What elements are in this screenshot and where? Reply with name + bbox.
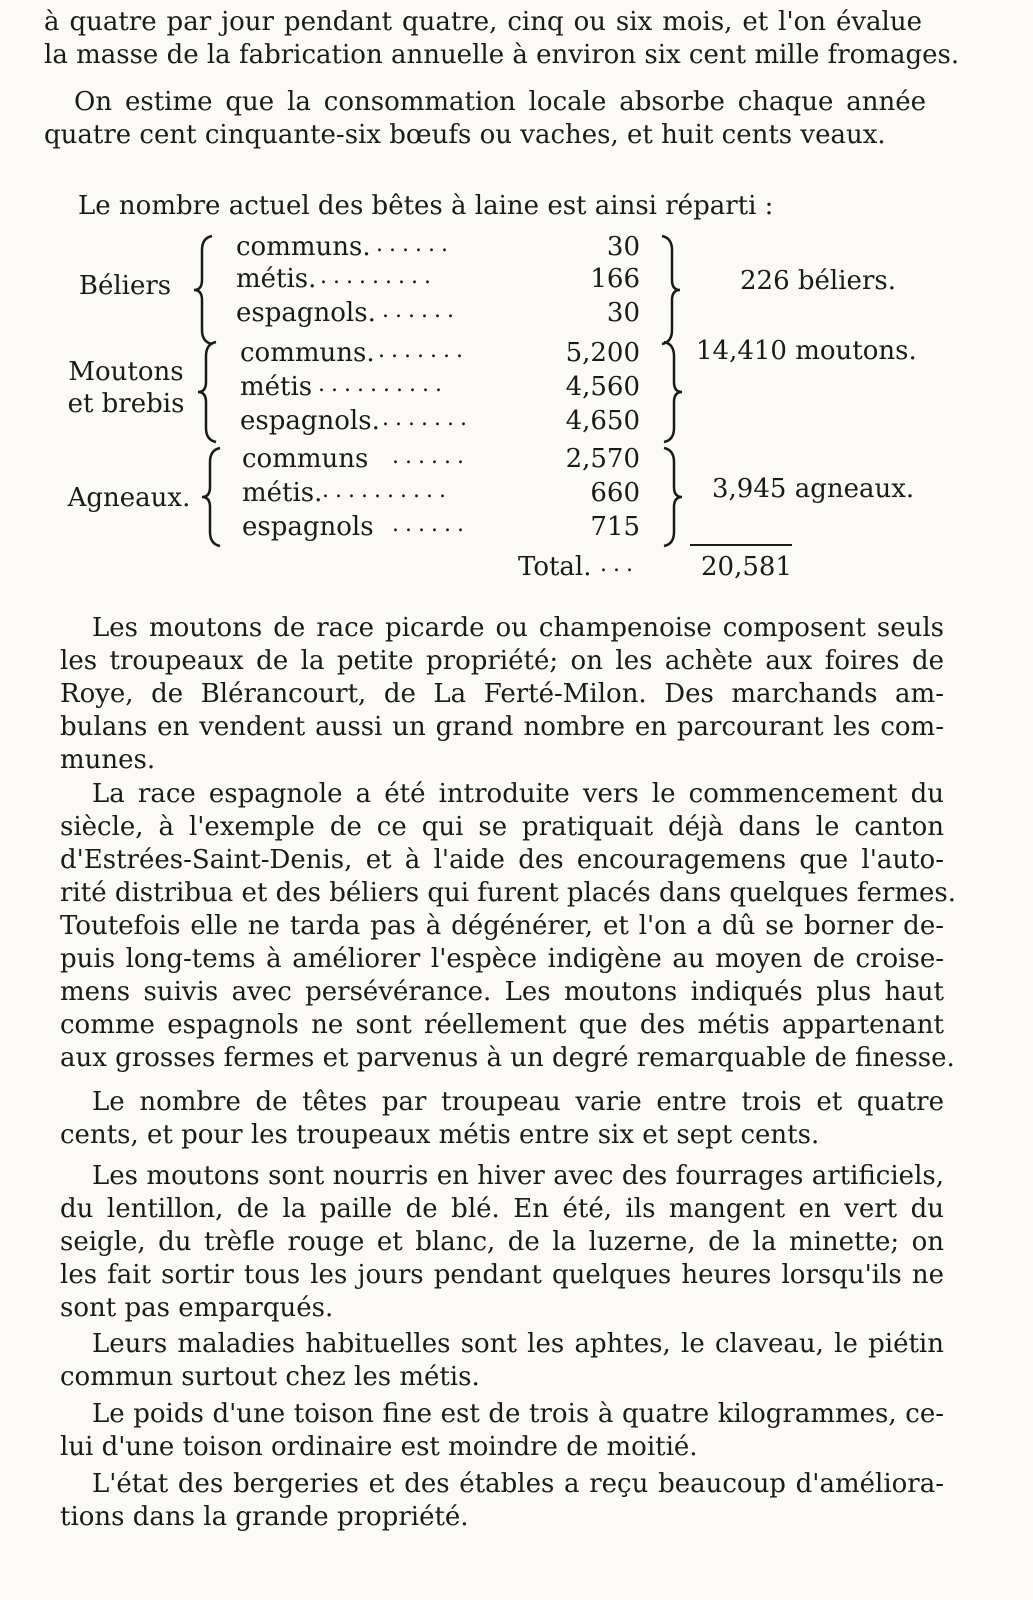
text-line: Le nombre de têtes par troupeau varie entre trois et quatre [92,1087,944,1117]
text-line: la masse de la fabrication annuelle à environ six cent mille fromages. [44,40,960,70]
text-line: Le poids d'une toison fine est de trois à quatre kilogrammes, ce- [92,1399,944,1429]
left-brace [196,340,220,444]
total-rule [690,544,792,546]
text-line: bulans en vendent aussi un grand nombre en parcourant les com- [60,712,944,742]
group-label-beliers: Béliers [78,271,172,301]
paragraph-consumption [0,86,1033,152]
paragraph-races [0,612,1033,777]
leader-dots: .......... [318,372,448,397]
text-line: commun surtout chez les métis. [60,1362,480,1392]
left-brace [192,234,216,346]
text-line: Les moutons sont nourris en hiver avec des fourrages artificiels, [92,1161,944,1191]
paragraph-diseases [0,1328,1033,1394]
row-name: métis. [242,478,323,508]
text-line: Leurs maladies habituelles sont les aphtes, le claveau, le piétin [92,1329,944,1359]
group-summary: 226 béliers. [740,266,896,296]
right-brace [660,340,684,444]
row-name: espagnols [242,512,374,542]
text-line: L'état des bergeries et des étables a reçu beaucoup d'améliora- [92,1469,944,1499]
group-label-moutons: Moutons et brebis [67,357,185,419]
text-line: les troupeaux de la petite propriété; on les achète aux foires de [60,646,944,676]
text-line: Roye, de Blérancourt, de La Ferté-Milon. Des marchands am- [60,679,944,709]
row-value: 4,650 [565,406,640,436]
right-brace [658,234,682,346]
text-line: siècle, à l'exemple de ce qui se pratiquait déjà dans le canton [60,812,944,842]
leader-dots: ....... [378,338,469,363]
row-name: métis [240,372,313,402]
row-value: 715 [590,512,640,542]
row-name: espagnols. [236,298,376,328]
text-line: seigle, du trèfle rouge et blanc, de la luzerne, de la minette; on [60,1227,944,1257]
text-line: quatre cent cinquante-six bœufs ou vaches, et huit cents veaux. [44,120,886,150]
row-value: 30 [606,298,640,328]
paragraph-cheese [0,6,1033,72]
leader-dots: ...... [392,444,470,469]
text-line: munes. [60,745,156,775]
text-line: d'Estrées-Saint-Denis, et à l'aide des encouragemens que l'auto- [60,845,944,875]
text-line: à quatre par jour pendant quatre, cinq ou six mois, et l'on évalue [44,7,922,37]
group-label-agneaux: Agneaux. [67,483,191,513]
leader-dots: ...... [382,298,460,323]
paragraph-herd-size [0,1086,1033,1152]
text-line: du lentillon, de la paille de blé. En été, ils mangent en vert du [60,1194,944,1224]
paragraph-sheepfolds [0,1468,1033,1534]
leader-dots: ...... [376,232,454,257]
left-brace [200,446,224,548]
text-line: les fait sortir tous les jours pendant quelques heures lorsqu'ils ne [60,1260,944,1290]
text-line: Le nombre actuel des bêtes à laine est ainsi réparti : [78,191,774,221]
row-value: 166 [590,264,640,294]
table-intro [0,190,1033,223]
text-line: On estime que la consommation locale absorbe chaque année [74,87,926,117]
text-line: Les moutons de race picarde ou champenoise composent seuls [92,613,944,643]
text-line: puis long-tems à améliorer l'espèce indigène au moyen de croise- [60,944,944,974]
text-line: rité distribua et des béliers qui furent placés dans quelques fermes. [60,878,956,908]
text-line: cents, et pour les troupeaux métis entre six et sept cents. [60,1120,820,1150]
paragraph-spanish-breed [0,778,1033,1075]
total-value: 20,581 [701,552,792,582]
text-line: tions dans la grande propriété. [60,1502,469,1532]
text-line: La race espagnole a été introduite vers le commencement du [92,779,944,809]
paragraph-feeding [0,1160,1033,1325]
group-summary: 14,410 moutons. [696,336,917,366]
leader-dots: ... [600,552,639,577]
leader-dots: ......... [320,264,437,289]
leader-dots: ....... [382,406,473,431]
text-line: Toutefois elle ne tarda pas à dégénérer, et l'on a dû se borner de- [60,911,944,941]
text-line: mens suivis avec persévérance. Les moutons indiqués plus haut [60,977,944,1007]
leader-dots: .......... [322,478,452,503]
row-value: 4,560 [565,372,640,402]
text-line: sont pas emparqués. [60,1293,334,1323]
text-line: aux grosses fermes et parvenus à un degré remarquable de finesse. [60,1043,955,1073]
row-value: 660 [590,478,640,508]
total-label: Total. [518,552,592,582]
right-brace [660,446,684,548]
row-name: communs [242,444,369,474]
group-summary: 3,945 agneaux. [712,474,915,504]
text-line: lui d'une toison ordinaire est moindre de moitié. [60,1432,698,1462]
row-name: espagnols. [240,406,380,436]
text-line: comme espagnols ne sont réellement que des métis appartenant [60,1010,944,1040]
row-name: métis. [236,264,317,294]
row-value: 2,570 [565,444,640,474]
row-name: communs. [240,338,375,368]
row-value: 5,200 [565,338,640,368]
row-name: communs. [236,232,371,262]
row-value: 30 [606,232,640,262]
leader-dots: ...... [392,512,470,537]
paragraph-fleece-weight [0,1398,1033,1464]
